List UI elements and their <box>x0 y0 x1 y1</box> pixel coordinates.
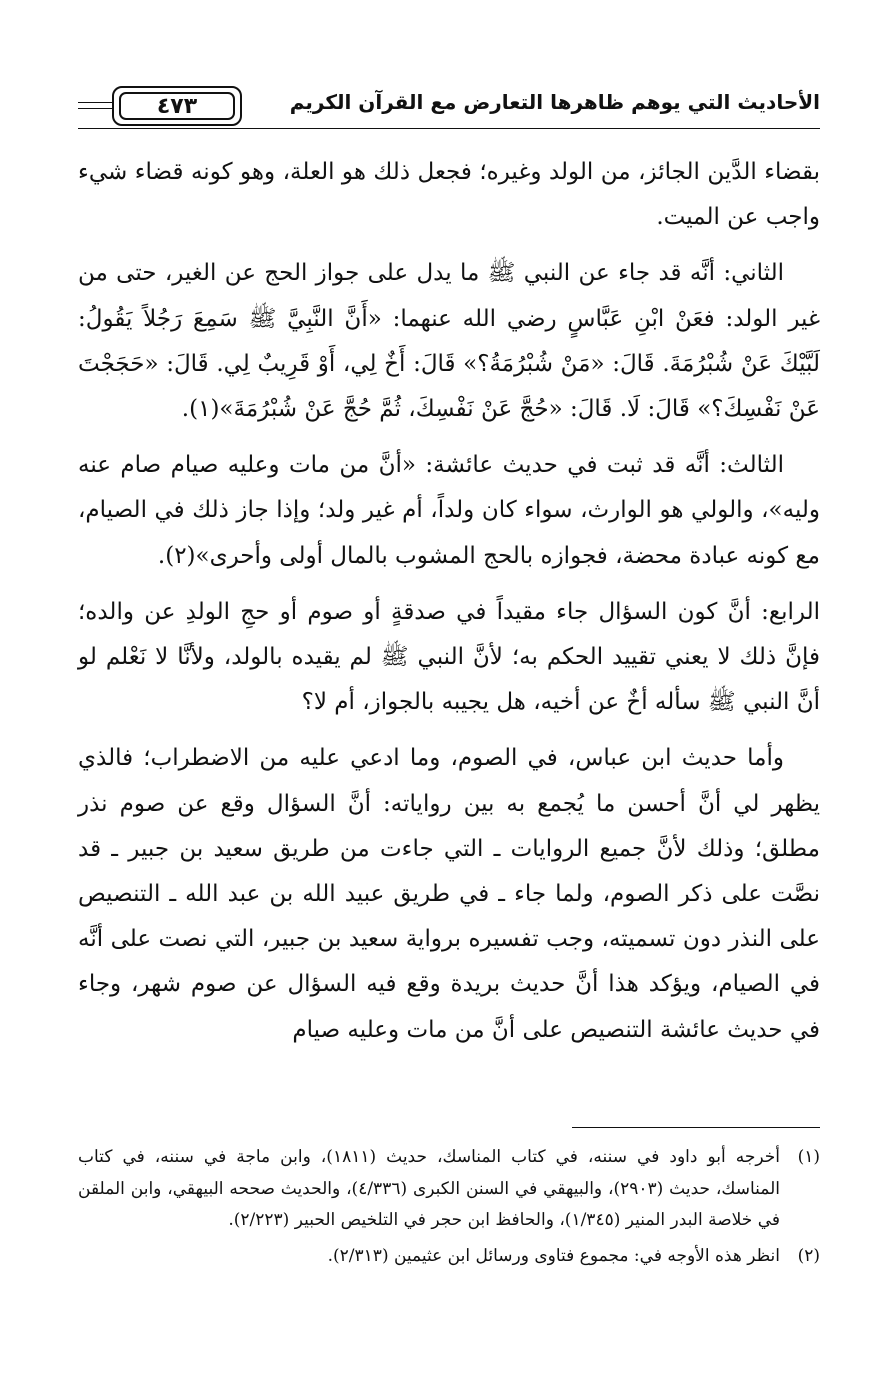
running-header-title: الأحاديث التي يوهم ظاهرها التعارض مع القرآن الكريم <box>289 90 820 114</box>
paragraph-second-point: الثاني: أنَّه قد جاء عن النبي ﷺ ما يدل على جواز الحج عن الغير، حتى من غير الولد: فعَنْ ابْنِ عَبَّاسٍ رضي الله عنهما: «أَنَّ النَّبِيَّ ﷺ سَمِعَ رَجُلاً يَقُولُ: لَبَّيْكَ عَنْ شُبْرُمَةَ. قَالَ: «مَنْ شُبْرُمَةُ؟» قَالَ: أَخٌ لِي، أَوْ قَرِيبٌ لِي. قَالَ: «حَجَجْتَ عَنْ نَفْسِكَ؟» قَالَ: لَا. قَالَ: «حُجَّ عَنْ نَفْسِكَ، ثُمَّ حُجَّ عَنْ شُبْرُمَةَ»(١). <box>78 260 820 423</box>
main-text <box>78 150 820 1064</box>
footnote-text: أخرجه أبو داود في سننه، في كتاب المناسك، حديث (١٨١١)، وابن ماجة في سننه، في كتاب المناسك، حديث (٢٩٠٣)، والبيهقي في السنن الكبرى (٤/٣٣٦)، والحديث صححه البيهقي، وابن الملقن في خلاصة البدر المنير (١/٣٤٥)، والحافظ ابن حجر في التلخيص الحبير (٢/٢٢٣). <box>78 1147 780 1230</box>
footnote-item <box>78 1142 820 1237</box>
page-number-frame <box>112 86 242 126</box>
paragraph-fourth-point: الرابع: أنَّ كون السؤال جاء مقيداً في صدقةٍ أو صوم أو حجِ الولدِ عن والده؛ فإنَّ ذلك لا يعني تقييد الحكم به؛ لأنَّ النبي ﷺ لم يقيده بالولد، ولأنَّا لا نَعْلم لو أنَّ النبي ﷺ سأله أخٌ عن أخيه، هل يجيبه بالجواز، أم لا؟ <box>78 598 820 716</box>
footnote-item <box>78 1241 820 1273</box>
footnote-text: انظر هذه الأوجه في: مجموع فتاوى ورسائل ابن عثيمين (٢/٣١٣). <box>327 1245 780 1266</box>
footnote-number: (٢) <box>797 1245 820 1266</box>
paragraph-continuation: بقضاء الدَّين الجائز، من الولد وغيره؛ فجعل ذلك هو العلة، وهو كونه قضاء شيء واجب عن الميت. <box>78 159 820 231</box>
running-header <box>78 84 820 132</box>
footnotes <box>78 1142 820 1276</box>
footnote-number: (١) <box>797 1147 820 1167</box>
paragraph-ibn-abbas-discussion: وأما حديث ابن عباس، في الصوم، وما ادعي عليه من الاضطراب؛ فالذي يظهر لي أنَّ أحسن ما يُجمع به بين رواياته: أنَّ السؤال وقع عن صوم نذر مطلق؛ وذلك لأنَّ جميع الروايات ـ التي جاءت من طريق سعيد بن جبير ـ قد نصَّت على ذكر الصوم، ولما جاء ـ في طريق عبيد الله بن عبد الله ـ التنصيص على النذر دون تسميته، وجب تفسيره برواية سعيد بن جبير، التي نصت على أنَّه في الصيام، ويؤكد هذا أنَّ حديث بريدة وقع فيه السؤال عن صوم شهر، وجاء في حديث عائشة التنصيص على أنَّ من مات وعليه صيام <box>78 745 820 1043</box>
header-rule <box>78 128 820 129</box>
page-number: ٤٧٣ <box>119 92 235 120</box>
paragraph-third-point: الثالث: أنَّه قد ثبت في حديث عائشة: «أنَّ من مات وعليه صيام صام عنه وليه»، والولي هو الوارث، سواء كان ولداً، أم غير ولد؛ وإذا جاز ذلك في الصيام، مع كونه عبادة محضة، فجوازه بالحج المشوب بالمال أولى وأحرى»(٢). <box>78 452 820 569</box>
footnote-separator <box>572 1127 820 1128</box>
header-ornament-lines <box>78 102 112 114</box>
